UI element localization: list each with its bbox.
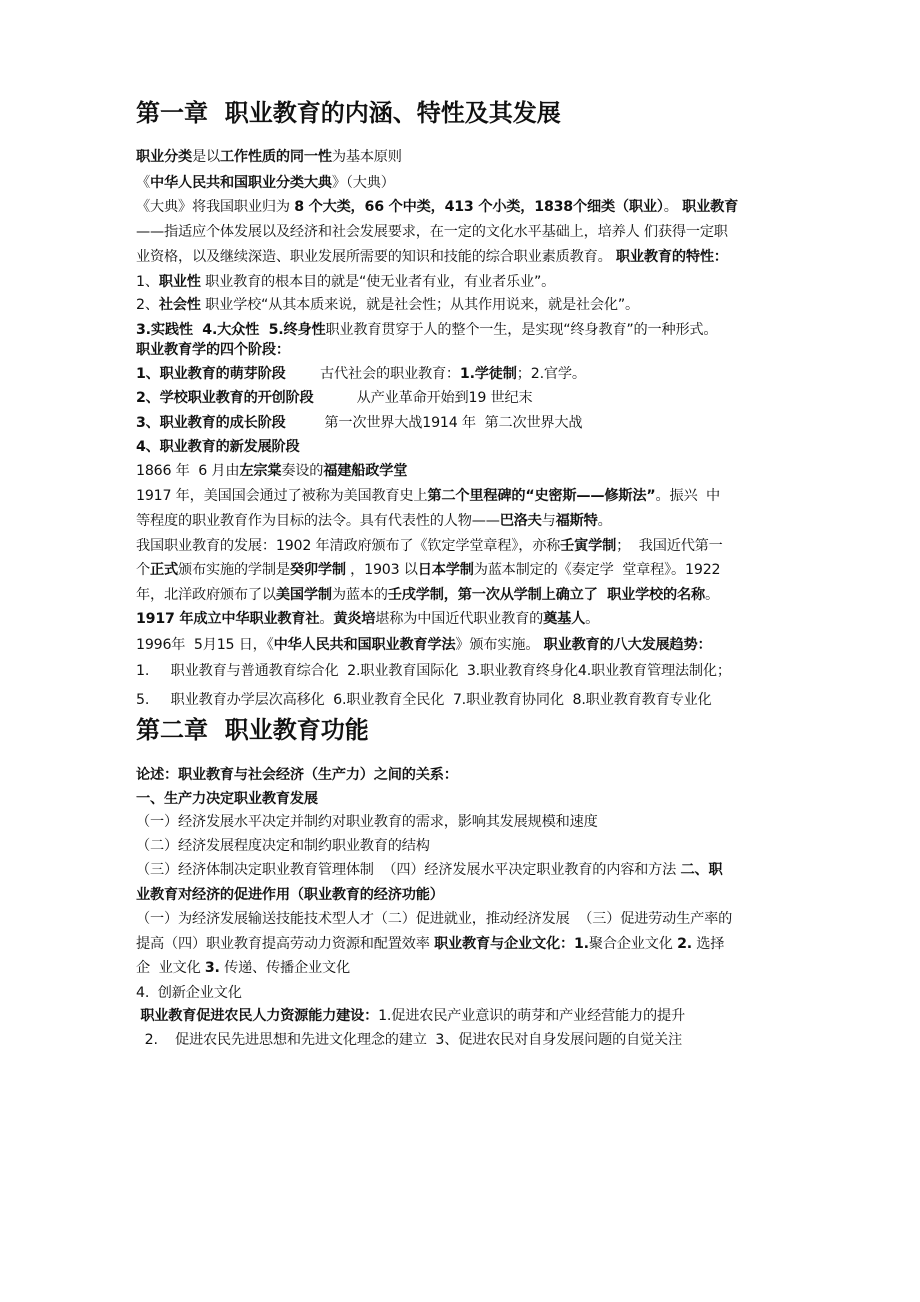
text-line [136, 147, 796, 167]
text-line [136, 197, 796, 217]
text-run: 4. 创新企业文化 [136, 985, 242, 1001]
text-run: 。 [663, 199, 683, 215]
text-run: 职业教育贯穿于人的整个一生，是实现“终身教育”的一种形式。 [325, 322, 718, 338]
bold-text: 第一章 职业教育的内涵、特性及其发展 [136, 99, 561, 127]
text-line [136, 247, 796, 267]
bold-text: 职业教育学的四个阶段： [136, 342, 290, 358]
bold-text: 职业教育的八大发展趋势： [543, 637, 712, 653]
text-run: 1、 [136, 274, 159, 290]
bold-text: 4、职业教育的新发展阶段 [136, 439, 300, 455]
chapter-heading [136, 98, 796, 128]
text-line [136, 661, 796, 681]
text-run: （一）为经济发展输送技能技术型人才（二）促进就业，推动经济发展 （三）促进劳动生产率的 [136, 911, 733, 927]
text-run: 1917 年，美国国会通过了被称为美国教育史上 [136, 488, 428, 504]
text-line [136, 909, 796, 929]
text-line [136, 560, 796, 580]
bold-text: 1.学徒制 [459, 366, 517, 382]
text-line [136, 413, 796, 433]
text-run: 1996年 5月15 日，《 [136, 637, 274, 653]
bold-text: 职业教育 [682, 199, 739, 215]
text-run: 与 [541, 513, 556, 529]
text-line [136, 585, 796, 605]
text-run: 》颁布实施。 [455, 637, 544, 653]
bold-text: 中华人民共和国职业教育学法 [273, 637, 456, 653]
bold-text: 职业分类 [136, 149, 192, 165]
bold-text: 壬寅学制 [560, 538, 617, 554]
bold-text: 2、学校职业教育的开创阶段 [136, 390, 314, 406]
text-run: 古代社会的职业教育： [285, 366, 460, 382]
bold-text: 癸卯学制 [289, 562, 346, 578]
text-run: 《 [136, 175, 150, 191]
bold-text: 2. [677, 936, 692, 952]
text-run: 年，北洋政府颁布了以 [136, 587, 276, 603]
bold-text: 3、职业教育的成长阶段 [136, 415, 286, 431]
text-run: 奏设的 [281, 463, 324, 479]
text-line [136, 860, 796, 880]
text-line [136, 934, 796, 954]
bold-text: 巴洛夫 [499, 513, 542, 529]
text-line [136, 437, 796, 457]
text-run: 业资格，以及继续深造、职业发展所需要的知识和技能的综合职业素质教育。 [136, 249, 616, 265]
text-run: 聚合企业文化 [588, 936, 678, 952]
bold-text: 正式 [150, 562, 178, 578]
bold-text: 壬戌学制，第一次从学制上确立了 职业学校的名称 [387, 587, 706, 603]
text-line [136, 486, 796, 506]
bold-text: 3.实践性 4.大众性 5.终身性 [136, 322, 326, 338]
text-run: 提高（四）职业教育提高劳动力资源和配置效率 [136, 936, 435, 952]
text-run: 选择 [691, 936, 725, 952]
bold-text: 中华人民共和国职业分类大典 [150, 175, 332, 191]
bold-text: 左宗棠 [239, 463, 282, 479]
bold-text: 业教育对经济的促进作用（职业教育的经济功能） [136, 887, 444, 903]
bold-text: 8 个大类，66 个中类，413 个小类，1838个细类（职业） [294, 199, 664, 215]
bold-text: 一、生产力决定职业教育发展 [136, 791, 318, 807]
text-run: 1866 年 6 月由 [136, 463, 240, 479]
text-run: 传递、传播企业文化 [219, 960, 350, 976]
bold-text: 职业教育促进农民人力资源能力建设： [140, 1008, 379, 1024]
text-run: 1. 职业教育与普通教育综合化 2.职业教育国际化 3.职业教育终身化4.职业教育管理法制化； [136, 663, 731, 679]
bold-text: 福建船政学堂 [323, 463, 408, 479]
text-line [136, 272, 796, 292]
text-run: 职业学校“从其本质来说，就是社会性；从其作用说来，就是社会化”。 [200, 297, 640, 313]
text-run: 为基本原则 [331, 149, 402, 165]
text-run: 职业教育的根本目的就是“使无业者有业，有业者乐业”。 [200, 274, 556, 290]
bold-text: 二、职 [680, 862, 723, 878]
text-line [136, 958, 796, 978]
bold-text: 1917 年成立中华职业教育社 [136, 611, 320, 627]
text-run: 。 [319, 611, 334, 627]
text-line [136, 885, 796, 905]
text-run: 为蓝本制定的《奏定学 堂章程》。1922 [473, 562, 721, 578]
bold-text: 奠基人 [543, 611, 586, 627]
text-run: 为蓝本的 [331, 587, 388, 603]
text-run: ； 我国近代第一 [616, 538, 723, 554]
text-run: 第一次世界大战1914 年 第二次世界大战 [285, 415, 583, 431]
text-line [136, 836, 796, 856]
bold-text: 职业性 [158, 274, 201, 290]
text-line [136, 789, 796, 809]
text-run: （二）经济发展程度决定和制约职业教育的结构 [136, 838, 430, 854]
text-line [136, 983, 796, 1003]
text-line [136, 1006, 796, 1026]
bold-text: 职业教育与企业文化：1. [434, 936, 589, 952]
text-run: 是以 [191, 149, 220, 165]
text-line [136, 609, 796, 629]
text-run: 等程度的职业教育作为目标的法令。具有代表性的人物—— [136, 513, 500, 529]
bold-text: 1、职业教育的萌芽阶段 [136, 366, 286, 382]
bold-text: 3. [204, 960, 220, 976]
bold-text: 第二个里程碑的“史密斯——修斯法” [427, 488, 656, 504]
text-line [136, 340, 796, 360]
text-line [136, 388, 796, 408]
text-line [136, 173, 796, 193]
text-line [136, 511, 796, 531]
chapter-heading [136, 715, 796, 745]
text-run: ，1903 以 [345, 562, 418, 578]
bold-text: 福斯特 [555, 513, 598, 529]
bold-text: 美国学制 [275, 587, 332, 603]
bold-text: 第二章 职业教育功能 [136, 716, 369, 744]
text-run: 。 [585, 611, 600, 627]
text-run: 。 [597, 513, 612, 529]
bold-text: 工作性质的同一性 [219, 149, 332, 165]
text-line [136, 364, 796, 384]
text-run: 堪称为中国近代职业教育的 [375, 611, 544, 627]
bold-text: 日本学制 [417, 562, 474, 578]
text-line [136, 1030, 796, 1050]
bold-text: 黄炎培 [333, 611, 376, 627]
text-line [136, 295, 796, 315]
text-run: ；2.官学。 [516, 366, 586, 382]
text-run: 企 业文化 [136, 960, 205, 976]
text-run: （一）经济发展水平决定并制约对职业教育的需求，影响其发展规模和速度 [136, 814, 598, 830]
text-line [136, 536, 796, 556]
bold-text: 职业教育的特性： [615, 249, 728, 265]
text-run: 2. 促进农民先进思想和先进文化理念的建立 3、促进农民对自身发展问题的自觉关注 [136, 1032, 683, 1048]
bold-text: 社会性 [158, 297, 201, 313]
text-run: 。振兴 中 [655, 488, 721, 504]
text-line [136, 320, 796, 340]
text-run: ——指适应个体发展以及经济和社会发展要求，在一定的文化水平基础上，培养人 们获得一定职 [136, 224, 728, 240]
text-line [136, 765, 796, 785]
text-line [136, 812, 796, 832]
text-run: 个 [136, 562, 150, 578]
text-run: （三）经济体制决定职业教育管理体制 （四）经济发展水平决定职业教育的内容和方法 [136, 862, 681, 878]
text-line [136, 222, 796, 242]
text-run: 从产业革命开始到19 世纪末 [313, 390, 533, 406]
bold-text: 论述：职业教育与社会经济（生产力）之间的关系： [136, 767, 458, 783]
text-run: 。 [705, 587, 720, 603]
text-line [136, 690, 796, 710]
text-run: 5. 职业教育办学层次高移化 6.职业教育全民化 7.职业教育协同化 8.职业教育教育专业化 [136, 692, 712, 708]
text-run: 颁布实施的学制是 [177, 562, 290, 578]
text-run: 1.促进农民产业意识的萌芽和产业经营能力的提升 [378, 1008, 685, 1024]
text-line [136, 635, 796, 655]
text-run: 》（大典） [331, 175, 395, 191]
text-run: 《大典》将我国职业归为 [136, 199, 295, 215]
text-run: 2、 [136, 297, 159, 313]
text-run: 我国职业教育的发展：1902 年清政府颁布了《钦定学堂章程》，亦称 [136, 538, 561, 554]
text-line [136, 461, 796, 481]
